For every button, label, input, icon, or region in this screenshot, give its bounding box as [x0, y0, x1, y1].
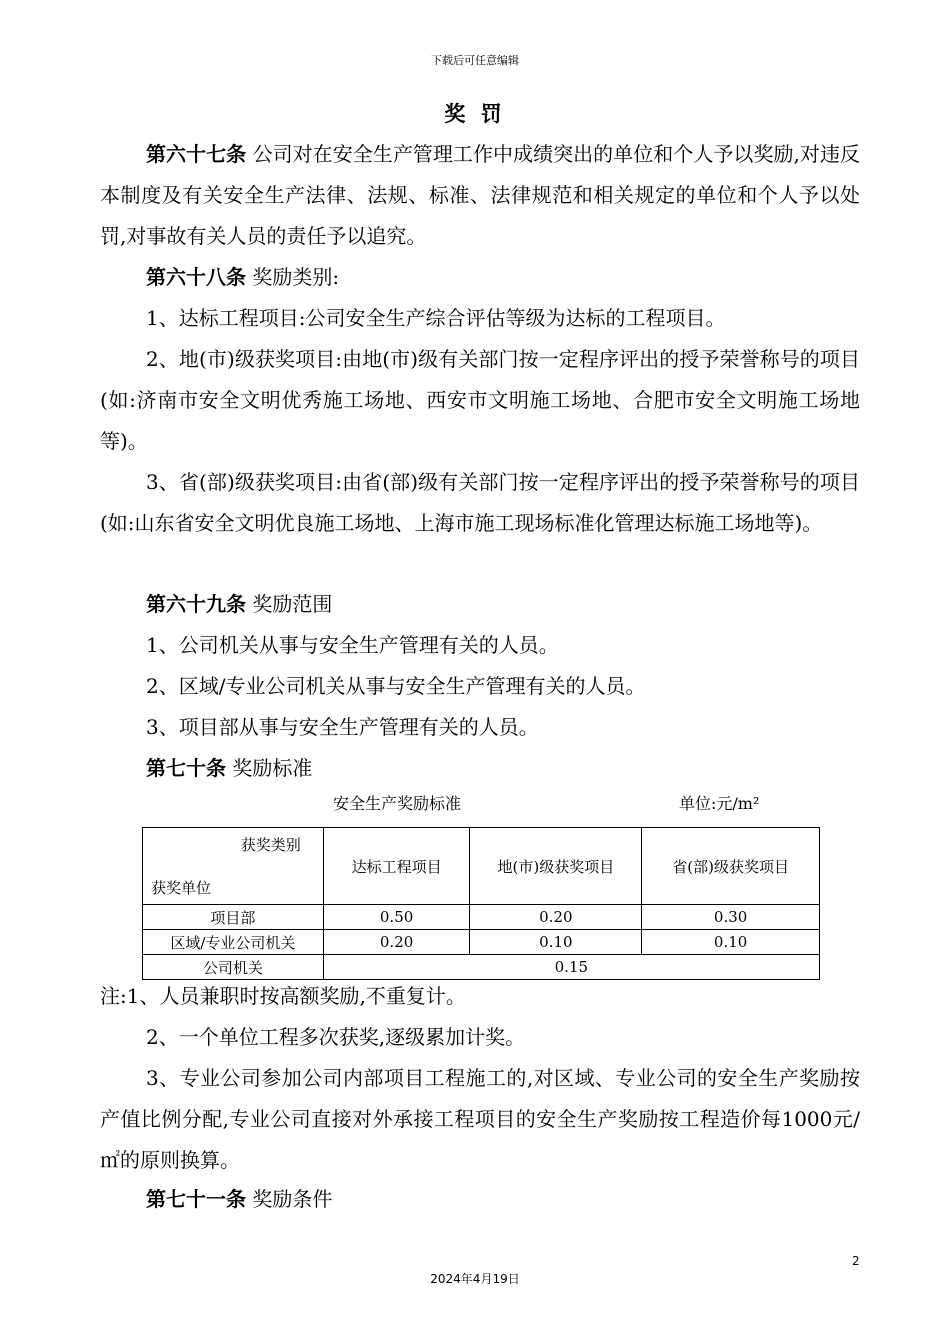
corner-top-label: 获奖类别	[240, 836, 301, 854]
row-unit-cell: 区域/专业公司机关	[143, 930, 324, 955]
footer-date: 2024年4月19日	[430, 1272, 520, 1286]
article-68-item-2: 2、地(市)级获奖项目:由地(市)级有关部门按一定程序评出的授予荣誉称号的项目(如:济南市安全文明优秀施工场地、西安市文明施工场地、合肥市安全文明施工场地等)。	[100, 347, 860, 453]
article-71-label: 第七十一条	[146, 1187, 246, 1211]
article-70-label: 第七十条	[146, 756, 226, 780]
article-68-text: 奖励类别:	[246, 265, 340, 289]
table-row	[143, 905, 820, 930]
article-69-item-2: 2、区域/专业公司机关从事与安全生产管理有关的人员。	[146, 674, 646, 698]
value-cell: 0.30	[642, 905, 820, 930]
article-69-item-1: 1、公司机关从事与安全生产管理有关的人员。	[146, 633, 559, 657]
section-title: 奖 罚	[444, 101, 506, 126]
article-67-label: 第六十七条	[146, 142, 247, 166]
reward-standard-table	[142, 827, 820, 980]
col-header: 达标工程项目	[323, 828, 470, 905]
table-row	[143, 930, 820, 955]
article-67-text: 公司对在安全生产管理工作中成绩突出的单位和个人予以奖励,对违反本制度及有关安全生产法律、法规、标准、法律规范和相关规定的单位和个人予以处罚,对事故有关人员的责任予以追究。	[100, 142, 861, 248]
article-70	[100, 748, 860, 789]
article-71	[100, 1179, 860, 1220]
article-68-item-3: 3、省(部)级获奖项目:由省(部)级有关部门按一定程序评出的授予荣誉称号的项目(如:山东省安全文明优良施工场地、上海市施工现场标准化管理达标施工场地等)。	[100, 470, 860, 535]
col-header: 省(部)级获奖项目	[642, 828, 820, 905]
value-cell: 0.50	[323, 905, 470, 930]
note-3: 3、专业公司参加公司内部项目工程施工的,对区域、专业公司的安全生产奖励按产值比例分配,专业公司直接对外承接工程项目的安全生产奖励按工程造价每1000元/㎡的原则换算。	[100, 1066, 860, 1172]
article-69	[100, 584, 860, 625]
article-67	[100, 134, 860, 257]
corner-bottom-label: 获奖单位	[151, 879, 212, 897]
article-68-label: 第六十八条	[146, 265, 246, 289]
value-cell: 0.20	[470, 905, 642, 930]
article-68-item-1: 1、达标工程项目:公司安全生产综合评估等级为达标的工程项目。	[146, 306, 726, 330]
value-cell: 0.10	[642, 930, 820, 955]
table-unit: 单位:元/m²	[679, 794, 760, 813]
article-69-text: 奖励范围	[246, 592, 333, 616]
page-number: 2	[852, 1254, 860, 1268]
article-70-text: 奖励标准	[226, 756, 313, 780]
article-68	[100, 257, 860, 298]
row-unit-cell: 公司机关	[143, 955, 324, 980]
value-cell-merged: 0.15	[323, 955, 819, 980]
note-1: 注:1、人员兼职时按高额奖励,不重复计。	[100, 984, 466, 1008]
article-69-label: 第六十九条	[146, 592, 246, 616]
note-2: 2、一个单位工程多次获奖,逐级累加计奖。	[146, 1025, 526, 1049]
col-header: 地(市)级获奖项目	[470, 828, 642, 905]
value-cell: 0.10	[470, 930, 642, 955]
article-69-item-3: 3、项目部从事与安全生产管理有关的人员。	[146, 715, 539, 739]
table-corner-cell	[143, 828, 324, 905]
table-header-row	[143, 828, 820, 905]
table-caption: 安全生产奖励标准	[333, 794, 462, 813]
value-cell: 0.20	[323, 930, 470, 955]
header-note: 下载后可任意编辑	[431, 54, 519, 67]
row-unit-cell: 项目部	[143, 905, 324, 930]
article-71-text: 奖励条件	[246, 1187, 333, 1211]
